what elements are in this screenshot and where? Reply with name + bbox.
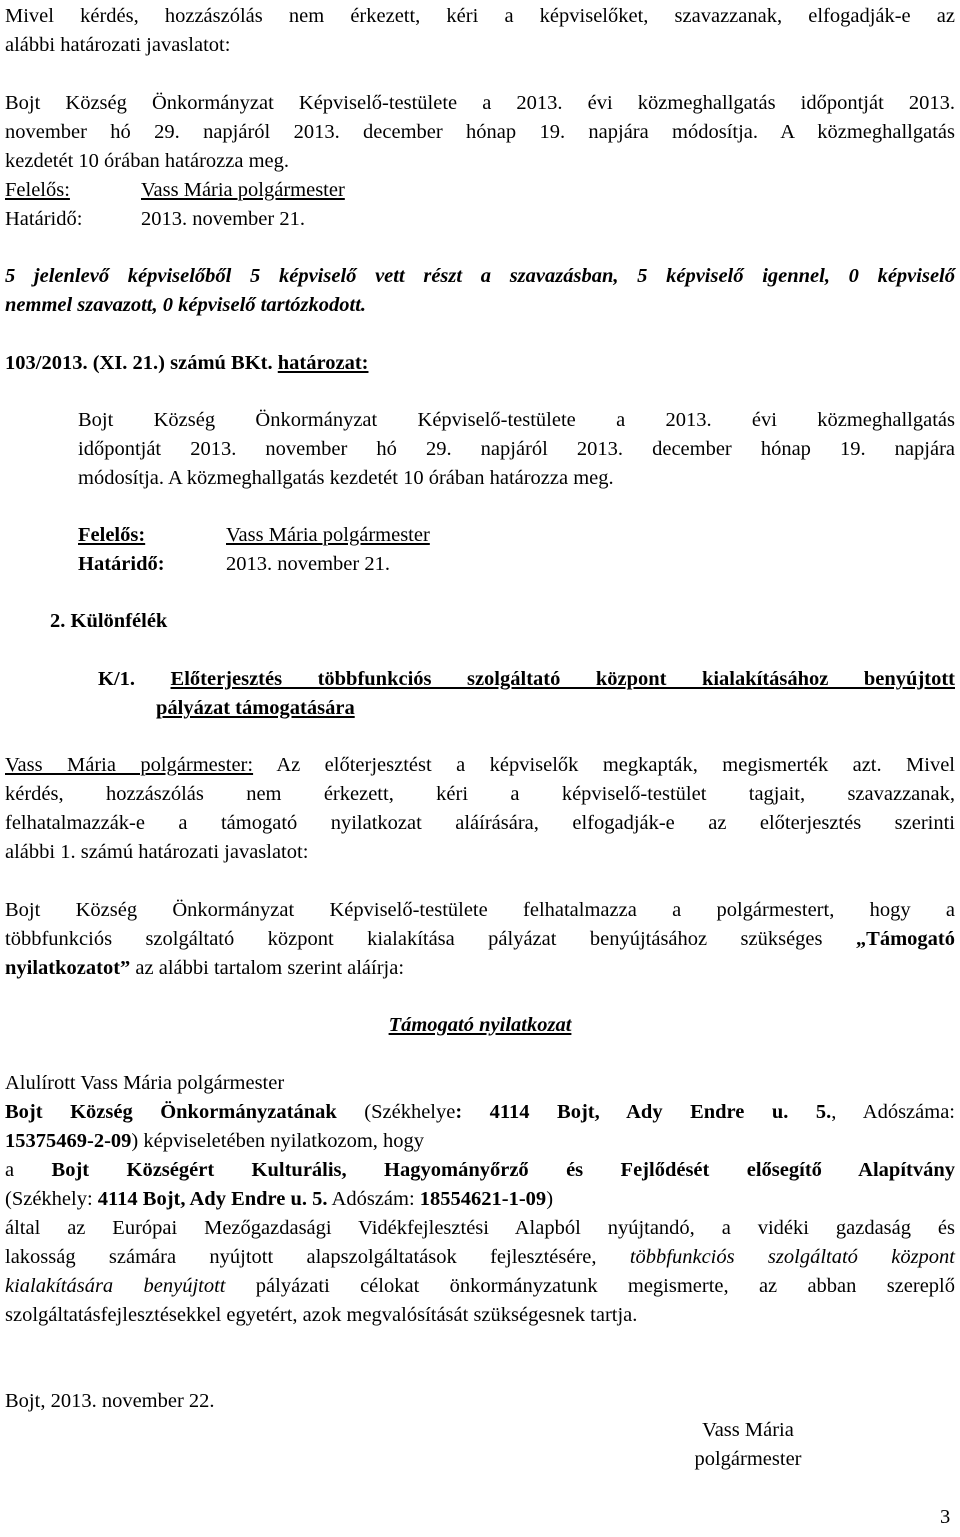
responsible-row [78, 521, 955, 550]
agenda-item [98, 665, 955, 723]
text-line: Bojt Község Önkormányzat Képviselő-testülete a 2013. évi közmeghallgatás időpontját 2013. [5, 92, 955, 114]
text-line [5, 925, 955, 954]
agenda-item-title: Előterjesztés többfunkciós szolgáltató központ kialakításához benyújtott [170, 668, 955, 690]
text-line: kérdés, hozzászólás nem érkezett, kéri a képviselő-testület tagjait, szavazzanak, [5, 783, 955, 805]
text-span: „Támogató [855, 928, 955, 950]
text-span: , Adószáma: [831, 1101, 955, 1123]
deadline-row [5, 205, 955, 234]
text-span: a [5, 1159, 52, 1181]
resolution-number: 103/2013. (XI. 21.) számú BKt. [5, 352, 273, 374]
page-number: 3 [940, 1506, 951, 1528]
text-line: Alulírott Vass Mária polgármester [5, 1072, 285, 1094]
text-line [5, 1156, 955, 1185]
text-line: szolgáltatásfejlesztésekkel egyetért, azok megvalósítását szükségesnek tartja. [5, 1304, 638, 1326]
section-title: Különfélék [70, 610, 168, 632]
signature-title: polgármester [694, 1448, 802, 1470]
text-line: Bojt Község Önkormányzat Képviselő-testülete a 2013. évi közmeghallgatás [78, 409, 955, 431]
text-line [5, 1098, 955, 1127]
text-line: kezdetét 10 órában határozza meg. [5, 150, 289, 172]
text-line [5, 1272, 955, 1301]
declaration-title: Támogató nyilatkozat [388, 1014, 572, 1036]
text-line: Mivel kérdés, hozzászólás nem érkezett, kéri a képviselőket, szavazzanak, elfogadják-e az [5, 5, 955, 27]
text-line [5, 1127, 955, 1156]
text-line: alábbi határozati javaslatot: [5, 34, 231, 56]
text-line [5, 1243, 955, 1272]
speaker: Vass Mária polgármester: [5, 754, 254, 776]
text-line [5, 1185, 955, 1214]
text-span: Az előterjesztést a képviselők megkapták, megismerték azt. Mivel [253, 754, 956, 776]
declaration-body [5, 1069, 955, 1330]
text-line: alábbi 1. számú határozati javaslatot: [5, 841, 309, 863]
section-number: 2. [50, 610, 66, 632]
responsible-row [5, 176, 955, 205]
text-line: által az Európai Mezőgazdasági Vidékfejlesztési Alapból nyújtandó, a vidéki gazdaság és [5, 1217, 955, 1239]
text-line: november hó 29. napjáról 2013. december hónap 19. napjára módosítja. A közmeghallgatás [5, 121, 955, 143]
text-span: többfunkciós szolgáltató központ [629, 1246, 955, 1268]
text-line: 5 jelenlevő képviselőből 5 képviselő vett részt a szavazásban, 5 képviselő igennel, 0 képviselő [5, 265, 955, 287]
text-span: 15375469-2-09 [5, 1130, 132, 1152]
responsible-value: Vass Mária polgármester [141, 179, 345, 201]
text-line: Bojt Község Önkormányzat Képviselő-testülete felhatalmazza a polgármestert, hogy a [5, 899, 955, 921]
text-span: 4114 Bojt, Ady Endre u. 5. [97, 1188, 328, 1210]
text-line [5, 954, 955, 983]
text-span: az alábbi tartalom szerint aláírja: [130, 957, 405, 979]
text-line: nemmel szavazott, 0 képviselő tartózkodott. [5, 294, 367, 316]
signature-name: Vass Mária [702, 1419, 794, 1441]
text-span: (Székhelye [336, 1101, 456, 1123]
place-date: Bojt, 2013. november 22. [5, 1390, 215, 1412]
text-span: lakosság számára nyújtott alapszolgáltatások fejlesztésére, [5, 1246, 630, 1268]
text-line: módosítja. A közmeghallgatás kezdetét 10 órában határozza meg. [78, 467, 614, 489]
text-span: ) képviseletében nyilatkozom, hogy [131, 1130, 425, 1152]
responsible-value: Vass Mária polgármester [226, 524, 430, 546]
text-span: Bojt Község Önkormányzatának [5, 1101, 337, 1123]
resolution-body [78, 406, 955, 493]
deadline-label: Határidő: [5, 208, 83, 230]
discussion-paragraph [5, 751, 955, 867]
deadline-row [78, 550, 955, 579]
text-span: többfunkciós szolgáltató központ kialakítása pályázat benyújtásához szükséges [5, 928, 856, 950]
resolution-meta [78, 521, 955, 579]
signature-block [668, 1416, 828, 1474]
agenda-item-title-line [98, 694, 955, 723]
text-span: pályázati célokat önkormányzatunk megismerte, az abban szereplő [225, 1275, 956, 1297]
agenda-item-title-cont: pályázat támogatására [156, 697, 355, 719]
text-line: időpontját 2013. november hó 29. napjáról 2013. december hónap 19. napjára [78, 438, 955, 460]
text-span: (Székhely: [5, 1188, 98, 1210]
intro-paragraph [5, 2, 955, 60]
agenda-item-title-line [98, 665, 955, 694]
text-span: ) [546, 1188, 554, 1210]
deadline-label: Határidő: [78, 553, 165, 575]
text-span: kialakítására benyújtott [5, 1275, 226, 1297]
declaration-title-wrap [5, 1011, 955, 1040]
deadline-value: 2013. november 21. [141, 208, 305, 230]
text-span: nyilatkozatot” [5, 957, 131, 979]
agenda-item-code: K/1. [98, 668, 136, 690]
text-span: Bojt Községért Kulturális, Hagyományőrző és Fejlődését elősegítő Alapítvány [51, 1159, 955, 1181]
resolution-title: határozat: [277, 352, 369, 374]
text-line [5, 751, 955, 780]
text-span: 18554621-1-09 [419, 1188, 547, 1210]
deadline-value: 2013. november 21. [226, 553, 390, 575]
responsible-label: Felelős: [78, 524, 146, 546]
text-span: : 4114 Bojt, Ady Endre u. 5. [455, 1101, 832, 1123]
text-span: Adószám: [327, 1188, 420, 1210]
responsible-label: Felelős: [5, 179, 70, 201]
proposal-paragraph [5, 89, 955, 234]
authorization-paragraph [5, 896, 955, 983]
text-line: felhatalmazzák-e a támogató nyilatkozat aláírására, elfogadják-e az előterjesztés szerinti [5, 812, 955, 834]
resolution-heading [5, 349, 955, 378]
section-heading [50, 607, 960, 636]
vote-result [5, 262, 955, 320]
